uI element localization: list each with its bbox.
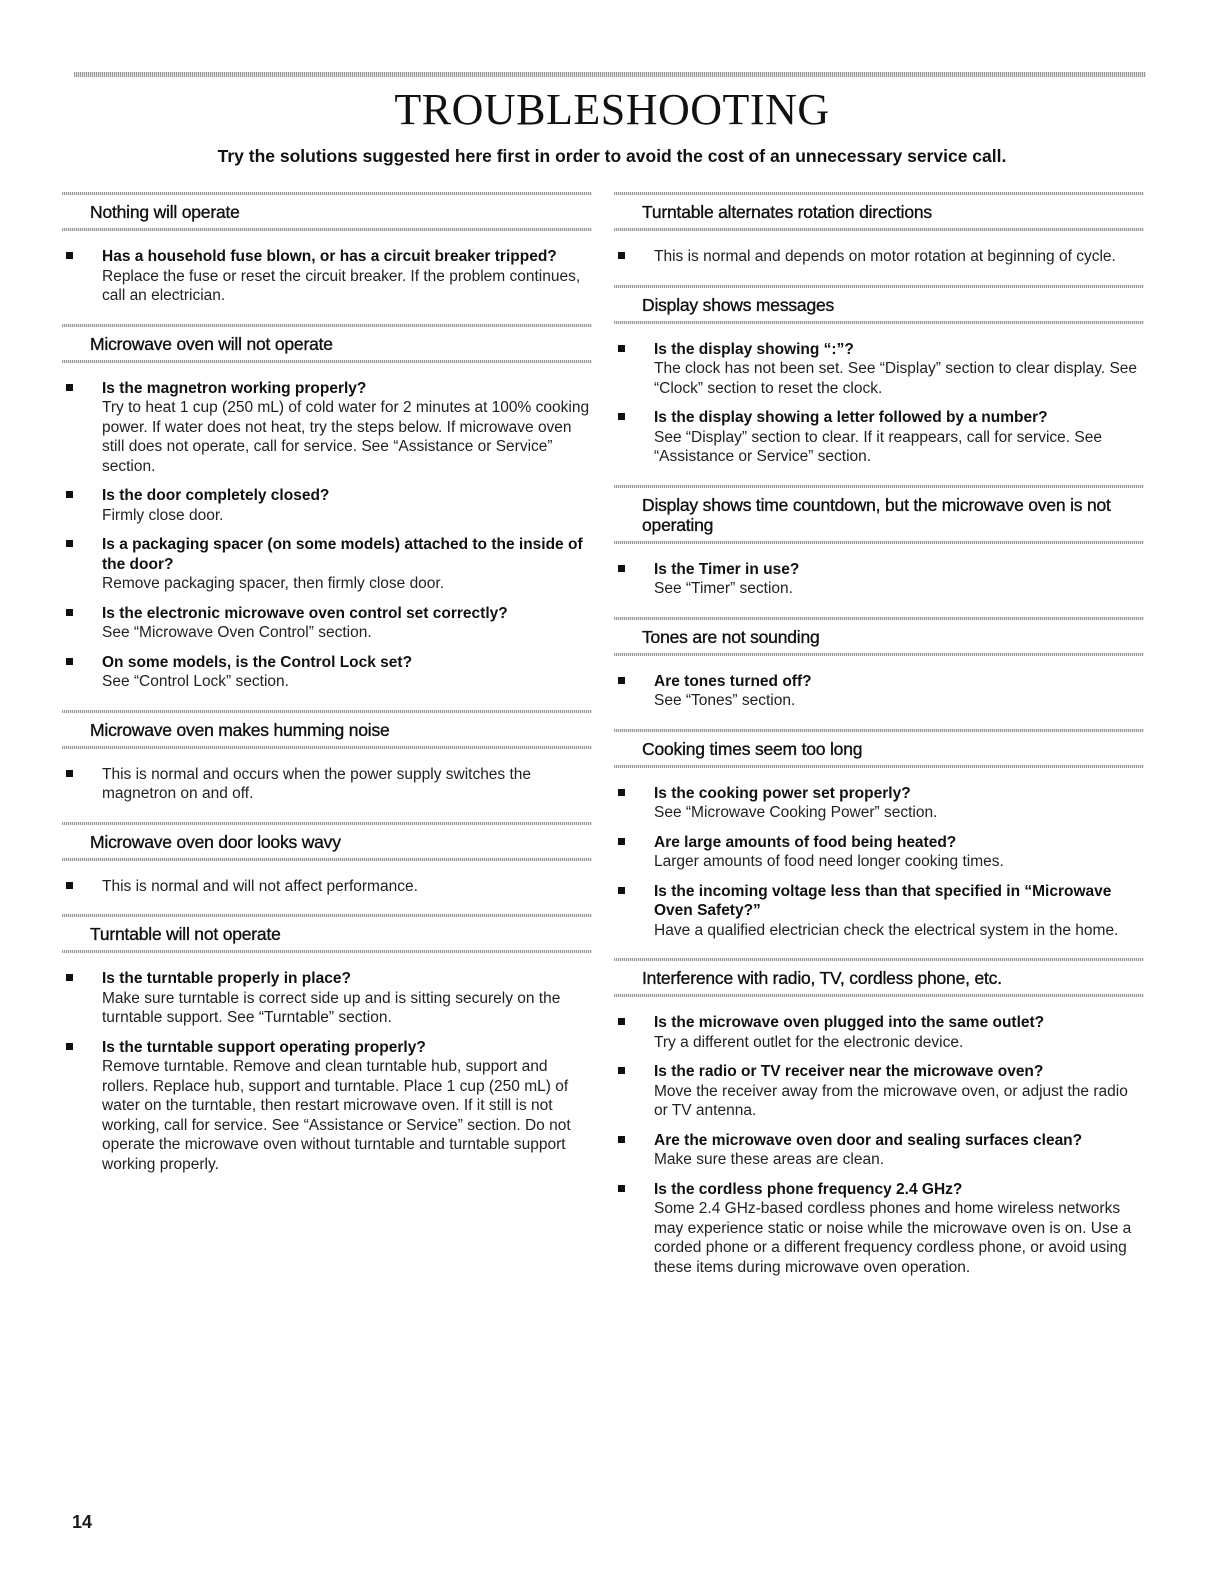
question-text: On some models, is the Control Lock set? [102,653,413,671]
square-bullet-icon [618,1185,625,1192]
troubleshooting-section [62,818,592,897]
item-list [614,784,1144,941]
section-heading [62,320,592,367]
troubleshooting-section [614,188,1144,267]
section-heading [62,910,592,957]
answer-text: See “Display” section to clear. If it reappears, call for service. See “Assistance or Service” section. [654,428,1102,465]
right-column [614,188,1144,1291]
list-item [62,604,592,643]
square-bullet-icon [618,838,625,845]
list-item [614,672,1144,711]
list-item [62,877,592,897]
square-bullet-icon [618,413,625,420]
square-bullet-icon [66,770,73,777]
square-bullet-icon [66,540,73,547]
square-bullet-icon [66,384,73,391]
answer-text: See “Tones” section. [654,692,796,709]
troubleshooting-section [614,281,1144,467]
troubleshooting-section [614,954,1144,1277]
answer-text: Try a different outlet for the electronic device. [654,1033,964,1051]
item-list [62,969,592,1174]
question-text: Is the magnetron working properly? [102,379,367,397]
square-bullet-icon [66,882,73,889]
square-bullet-icon [66,1043,73,1050]
list-item [614,408,1144,467]
item-list [614,340,1144,467]
list-item [62,379,592,477]
section-heading-text: Nothing will operate [90,202,240,222]
answer-text: Make sure turntable is correct side up and is sitting securely on the turntable support. See “Turntable” section. [102,989,561,1026]
section-heading [614,481,1144,548]
question-text: Is the turntable support operating properly? [102,1038,426,1056]
list-item [614,1131,1144,1170]
answer-text: See “Timer” section. [654,580,793,597]
troubleshooting-section [62,188,592,306]
left-column [62,188,592,1188]
list-item [614,882,1144,941]
page-number: 14 [72,1512,93,1532]
square-bullet-icon [66,252,73,259]
troubleshooting-section [614,481,1144,599]
answer-text: Move the receiver away from the microwave oven, or adjust the radio or TV antenna. [654,1082,1128,1119]
answer-text: Try to heat 1 cup (250 mL) of cold water for 2 minutes at 100% cooking power. If water does not heat, try the steps below. If microwave oven still does not operate, call for service. See “Assistance or Service” section. [102,399,590,475]
section-heading-text: Microwave oven will not operate [90,333,333,354]
top-rule [74,72,1146,77]
list-item [614,833,1144,872]
answer-text: Make sure these areas are clean. [654,1151,885,1168]
section-heading [614,613,1144,660]
question-text: Is a packaging spacer (on some models) attached to the inside of the door? [102,536,583,573]
question-text: Is the microwave oven plugged into the same outlet? [654,1014,1045,1031]
list-item [614,340,1144,399]
question-text: Is the electronic microwave oven control set correctly? [102,604,508,622]
square-bullet-icon [618,887,625,894]
section-heading [62,706,592,753]
item-list [62,247,592,306]
answer-text: This is normal and depends on motor rotation at beginning of cycle. [654,248,1116,265]
square-bullet-icon [66,658,73,665]
square-bullet-icon [618,565,625,572]
section-heading-text: Microwave oven makes humming noise [90,719,390,740]
list-item [614,1180,1144,1278]
section-heading-text: Turntable alternates rotation directions [642,202,932,222]
section-heading-text: Display shows messages [642,294,835,315]
question-text: Is the incoming voltage less than that specified in “Microwave Oven Safety?” [654,882,1112,919]
question-text: Is the display showing “:”? [654,340,854,358]
section-heading [62,818,592,865]
item-list [62,877,592,897]
list-item [614,247,1144,267]
answer-text: Replace the fuse or reset the circuit breaker. If the problem continues, call an electrician. [102,267,581,304]
question-text: Are tones turned off? [654,672,812,690]
question-text: Is the radio or TV receiver near the microwave oven? [654,1063,1044,1080]
answer-text: Larger amounts of food need longer cooking times. [654,853,1004,870]
answer-text: Have a qualified electrician check the electrical system in the home. [654,921,1119,939]
square-bullet-icon [66,609,73,616]
answer-text: Firmly close door. [102,506,224,524]
answer-text: Some 2.4 GHz-based cordless phones and home wireless networks may experience static or noise while the microwave oven is on. Use a corded phone or a different frequency cordless phone, or avoid using these items during microwave oven operation. [654,1200,1132,1276]
square-bullet-icon [618,1018,625,1025]
answer-text: Remove packaging spacer, then firmly close door. [102,575,445,592]
list-item [614,1013,1144,1052]
question-text: Are the microwave oven door and sealing surfaces clean? [654,1131,1083,1149]
square-bullet-icon [66,491,73,498]
answer-text: This is normal and will not affect performance. [102,877,418,895]
item-list [62,765,592,804]
list-item [614,784,1144,823]
square-bullet-icon [66,974,73,981]
section-heading [614,954,1144,1001]
question-text: Is the cordless phone frequency 2.4 GHz? [654,1180,963,1198]
answer-text: Remove turntable. Remove and clean turntable hub, support and rollers. Replace hub, support and turntable. Place 1 cup (250 mL) of water on the turntable, then restart microwave oven. If it still is not working, call for service. See “Assistance or Service” section. Do not operate the microwave oven without turntable and turntable support working properly. [102,1058,571,1173]
section-heading [62,188,592,235]
item-list [62,379,592,692]
list-item [614,560,1144,599]
troubleshooting-section [62,320,592,692]
answer-text: See “Control Lock” section. [102,673,289,690]
question-text: Has a household fuse blown, or has a circuit breaker tripped? [102,248,557,265]
question-text: Is the door completely closed? [102,487,330,504]
page-title: TROUBLESHOOTING [394,85,830,134]
item-list [614,560,1144,599]
list-item [62,1038,592,1175]
list-item [62,247,592,306]
square-bullet-icon [618,677,625,684]
square-bullet-icon [618,252,625,259]
section-heading-text: Interference with radio, TV, cordless phone, etc. [642,968,1002,988]
list-item [614,1062,1144,1121]
question-text: Is the cooking power set properly? [654,784,911,802]
square-bullet-icon [618,345,625,352]
list-item [62,765,592,804]
section-heading [614,725,1144,772]
section-heading-text: Cooking times seem too long [642,738,863,759]
square-bullet-icon [618,789,625,796]
answer-text: The clock has not been set. See “Display” section to clear display. See “Clock” section to reset the clock. [654,360,1138,397]
item-list [614,672,1144,711]
question-text: Are large amounts of food being heated? [654,833,957,851]
answer-text: See “Microwave Oven Control” section. [102,624,372,641]
square-bullet-icon [618,1067,625,1074]
section-heading [614,188,1144,235]
question-text: Is the Timer in use? [654,560,800,578]
list-item [62,969,592,1028]
troubleshooting-section [62,706,592,804]
question-text: Is the turntable properly in place? [102,970,351,987]
item-list [614,1013,1144,1277]
answer-text: This is normal and occurs when the power supply switches the magnetron on and off. [102,765,532,802]
answer-text: See “Microwave Cooking Power” section. [654,804,938,821]
section-heading-text: Display shows time countdown, but the microwave oven is not operating [642,494,1111,535]
item-list [614,247,1144,267]
section-heading [614,281,1144,328]
square-bullet-icon [618,1136,625,1143]
list-item [62,653,592,692]
troubleshooting-section [62,910,592,1174]
list-item [62,486,592,525]
section-heading-text: Microwave oven door looks wavy [90,831,341,852]
page-subtitle: Try the solutions suggested here first in order to avoid the cost of an unnecessary service call. [217,146,1007,166]
troubleshooting-section [614,613,1144,711]
section-heading-text: Turntable will not operate [90,924,281,944]
question-text: Is the display showing a letter followed by a number? [654,409,1048,426]
troubleshooting-section [614,725,1144,941]
section-heading-text: Tones are not sounding [642,626,820,647]
list-item [62,535,592,594]
